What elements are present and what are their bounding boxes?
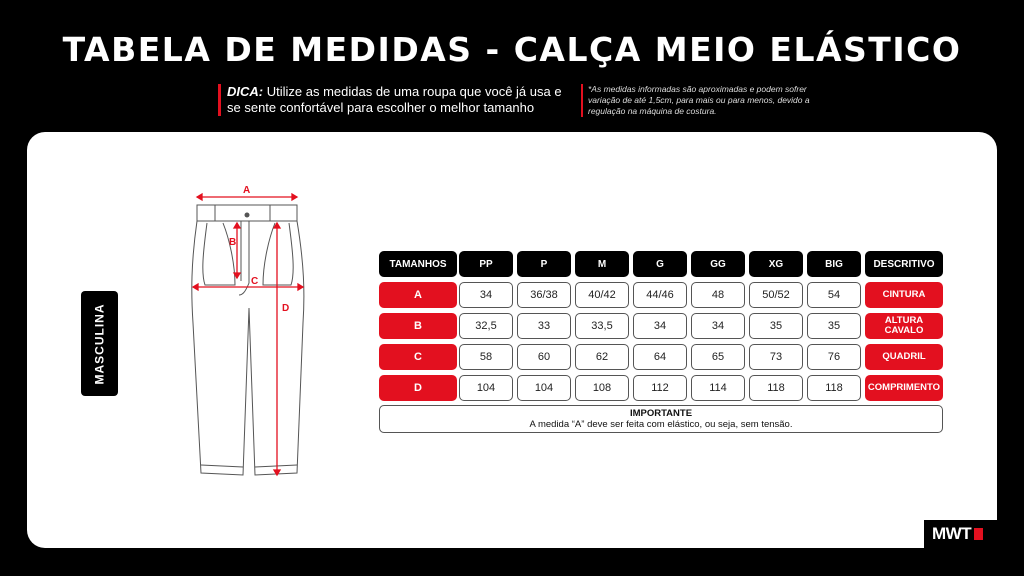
header-descritivo: DESCRITIVO [865,251,943,277]
label-c: C [251,276,259,287]
header-size-m: M [575,251,629,277]
table-cell: 73 [749,344,803,370]
table-cell: 35 [749,313,803,339]
row-desc-a: CINTURA [865,282,943,308]
table-cell: 76 [807,344,861,370]
button-icon [245,213,250,218]
table-cell: 104 [459,375,513,401]
row-label-b: B [379,313,457,339]
table-cell: 48 [691,282,745,308]
table-cell: 36/38 [517,282,571,308]
gender-badge [81,291,118,396]
tip-box [218,84,563,116]
label-b: B [229,237,237,248]
table-cell: 33 [517,313,571,339]
header-size-g: G [633,251,687,277]
header-size-gg: GG [691,251,745,277]
table-cell: 34 [459,282,513,308]
row-label-a: A [379,282,457,308]
table-cell: 32,5 [459,313,513,339]
row-desc-b: ALTURA CAVALO [865,313,943,339]
table-cell: 118 [749,375,803,401]
table-cell: 33,5 [575,313,629,339]
table-cell: 60 [517,344,571,370]
pants-diagram [185,183,315,483]
table-cell: 112 [633,375,687,401]
table-cell: 54 [807,282,861,308]
table-cell: 34 [691,313,745,339]
header-size-big: BIG [807,251,861,277]
row-label-d: D [379,375,457,401]
header-size-p: P [517,251,571,277]
important-text: A medida “A” deve ser feita com elástico, ou seja, sem tensão. [529,419,793,430]
row-desc-c: QUADRIL [865,344,943,370]
table-cell: 62 [575,344,629,370]
table-cell: 35 [807,313,861,339]
table-cell: 34 [633,313,687,339]
page-title: TABELA DE MEDIDAS - CALÇA MEIO ELÁSTICO [62,30,962,69]
table-cell: 65 [691,344,745,370]
table-cell: 114 [691,375,745,401]
header-size-xg: XG [749,251,803,277]
important-title: IMPORTANTE [629,408,693,419]
content-panel [27,132,997,548]
table-cell: 50/52 [749,282,803,308]
important-box [379,405,943,433]
measurement-note: *As medidas informadas são aproximadas e podem sofrer variação de até 1,5cm, para mais ou para menos, devido a regulação na máquina de costura. [581,84,821,117]
table-cell: 58 [459,344,513,370]
table-cell: 64 [633,344,687,370]
table-cell: 118 [807,375,861,401]
brand-logo [924,520,1000,548]
brand-mark-icon [974,528,983,540]
gender-label: MASCULINA [92,303,107,384]
header-tamanhos: TAMANHOS [379,251,457,277]
table-cell: 104 [517,375,571,401]
tip-label: DICA: [227,84,264,99]
table-cell: 40/42 [575,282,629,308]
brand-logo-text: MWT [932,524,972,543]
table-cell: 44/46 [633,282,687,308]
label-a: A [243,185,251,196]
tip-text: Utilize as medidas de uma roupa que você já usa e se sente confortável para escolher o melhor tamanho [227,84,562,115]
row-label-c: C [379,344,457,370]
table-cell: 108 [575,375,629,401]
row-desc-d: COMPRIMENTO [865,375,943,401]
label-d: D [282,303,290,314]
header-size-pp: PP [459,251,513,277]
